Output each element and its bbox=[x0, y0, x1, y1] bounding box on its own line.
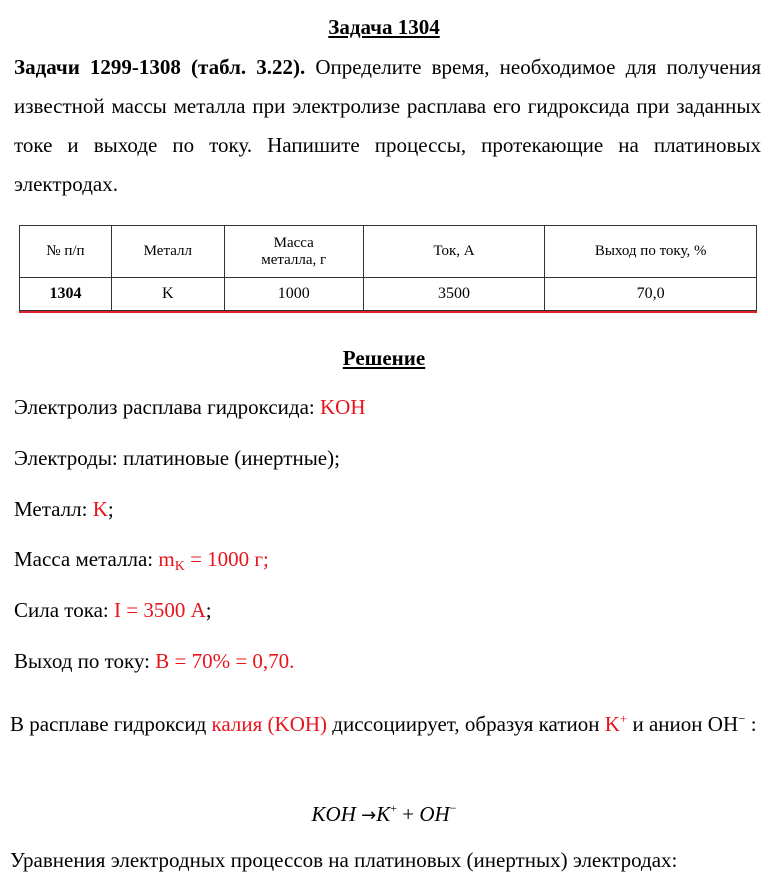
para-text: : bbox=[745, 712, 757, 736]
cation-symbol: K bbox=[604, 712, 620, 736]
electrolysis-line bbox=[14, 393, 366, 421]
mass-subscript: K bbox=[174, 559, 185, 574]
metal-line bbox=[14, 495, 114, 523]
electrode-processes-heading: Уравнения электродных процессов на платиновых (инертных) электродах: bbox=[10, 848, 678, 872]
para-compound: калия (KOH) bbox=[211, 712, 328, 736]
metal-end: ; bbox=[107, 497, 114, 521]
task-text: Определите время, необходимое для получения известной массы металла при электролизе расплава его гидроксида при заданных токе и выходе по току. Напишите процессы, протекающие на платиновых электродах. bbox=[14, 55, 761, 196]
cation-charge: + bbox=[619, 711, 628, 726]
table-underline bbox=[19, 311, 757, 313]
metal-value: K bbox=[92, 497, 108, 521]
eq-anion: OH bbox=[419, 802, 450, 826]
table-cell: 1000 bbox=[224, 278, 363, 311]
eq-reactant: KOH bbox=[311, 802, 356, 826]
page-title: Задача 1304 bbox=[328, 15, 440, 39]
para-text: диссоциирует, образуя катион bbox=[327, 712, 605, 736]
eq-anion-charge: − bbox=[449, 801, 457, 815]
para-text: В расплаве гидроксид bbox=[10, 712, 212, 736]
dissociation-paragraph bbox=[10, 698, 761, 745]
para-text: и анион OH bbox=[627, 712, 739, 736]
table-row bbox=[20, 278, 757, 311]
electrolysis-value: KOH bbox=[320, 395, 366, 419]
current-label: Сила тока: bbox=[14, 598, 114, 622]
electrolysis-label: Электролиз расплава гидроксида: bbox=[14, 395, 320, 419]
metal-label: Металл: bbox=[14, 497, 93, 521]
current-end: ; bbox=[205, 598, 212, 622]
mass-symbol: m bbox=[158, 547, 175, 571]
dissociation-equation bbox=[0, 794, 768, 830]
table-cell: 3500 bbox=[363, 278, 545, 311]
header-cell: Металл bbox=[111, 226, 224, 278]
eq-plus: + bbox=[397, 802, 420, 826]
current-value: I = 3500 А bbox=[114, 598, 206, 622]
electrodes-line: Электроды: платиновые (инертные); bbox=[14, 446, 340, 470]
table-cell: 1304 bbox=[20, 278, 112, 311]
eq-cation-charge: + bbox=[390, 801, 397, 815]
task-bold-label: Задачи 1299-1308 (табл. 3.22). bbox=[14, 55, 306, 79]
yield-value: В = 70% = 0,70. bbox=[155, 649, 295, 673]
current-line bbox=[14, 596, 212, 624]
mass-label: Масса металла: bbox=[14, 547, 159, 571]
header-cell: Масса металла, г bbox=[224, 226, 363, 278]
data-table bbox=[19, 225, 757, 311]
yield-line bbox=[14, 647, 294, 675]
mass-line bbox=[14, 545, 269, 581]
eq-cation: K bbox=[376, 802, 391, 826]
header-cell: Выход по току, % bbox=[545, 226, 757, 278]
table-cell: K bbox=[111, 278, 224, 311]
para-cation bbox=[605, 712, 628, 736]
header-cell: Ток, А bbox=[363, 226, 545, 278]
table-cell: 70,0 bbox=[545, 278, 757, 311]
solution-title: Решение bbox=[342, 346, 426, 370]
task-statement bbox=[14, 48, 761, 204]
yield-label: Выход по току: bbox=[14, 649, 156, 673]
mass-value: = 1000 г; bbox=[184, 547, 269, 571]
arrow-icon: → bbox=[361, 805, 377, 826]
anion-charge: − bbox=[738, 711, 746, 726]
table-header-row bbox=[20, 226, 757, 278]
header-cell: № п/п bbox=[20, 226, 112, 278]
